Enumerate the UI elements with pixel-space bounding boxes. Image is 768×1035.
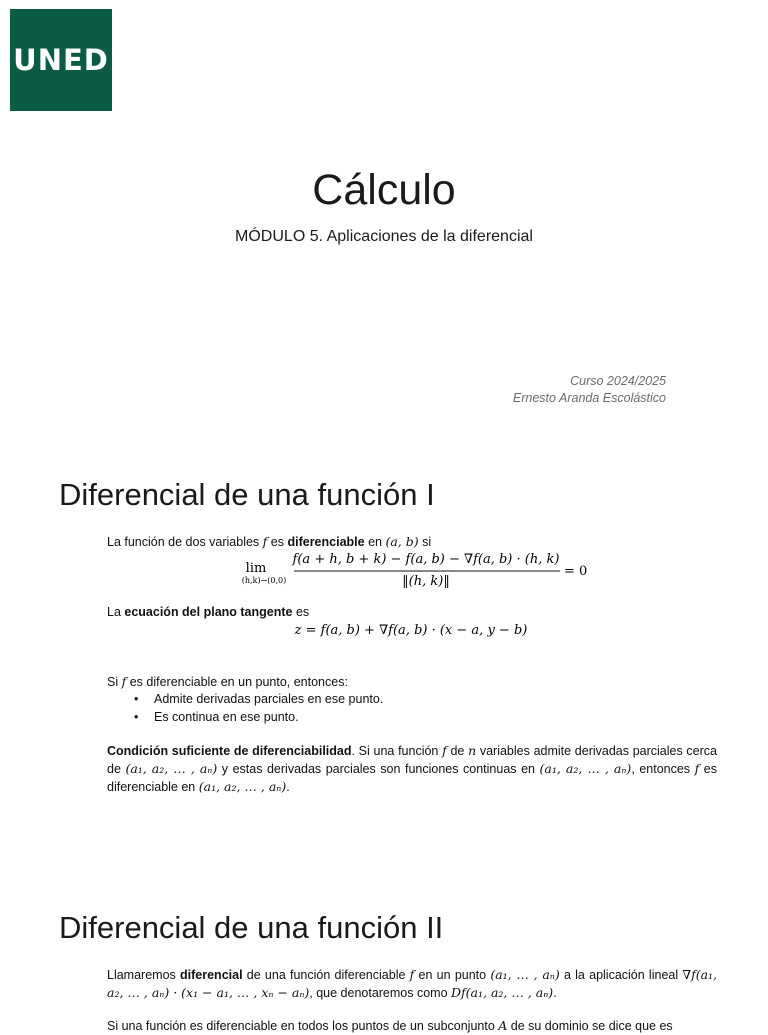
text: . Si una función bbox=[351, 744, 443, 758]
math-f: f bbox=[442, 743, 447, 758]
bullet-text: Es continua en ese punto. bbox=[154, 710, 299, 724]
consequence-intro bbox=[107, 673, 717, 691]
bullet-icon: • bbox=[134, 710, 139, 724]
bullet-icon: • bbox=[134, 692, 139, 706]
text: variables admite derivadas parciales cerca de bbox=[107, 744, 717, 776]
math-f: f bbox=[694, 761, 700, 776]
text: de bbox=[446, 744, 469, 758]
bold-term: ecuación del plano tangente bbox=[124, 605, 293, 619]
math-point: (a₁, a₂, … , aₙ) bbox=[198, 779, 287, 794]
text: . bbox=[286, 780, 290, 794]
text: si bbox=[418, 535, 432, 549]
equals-zero: = 0 bbox=[564, 564, 588, 579]
text: en un punto bbox=[414, 968, 491, 982]
page-title: Cálculo bbox=[312, 166, 456, 214]
module-subtitle: MÓDULO 5. Aplicaciones de la diferencial bbox=[235, 228, 533, 245]
cut-off-paragraph bbox=[107, 1017, 717, 1035]
math-expression: ∇f(a₁, a₂, … , aₙ) · (x₁ − a₁, … , xₙ − aₙ) bbox=[107, 967, 718, 1000]
math-point: (a₁, a₂, … , aₙ) bbox=[539, 761, 632, 776]
bullet-text: Admite derivadas parciales en ese punto. bbox=[154, 692, 384, 706]
math-f: f bbox=[409, 967, 415, 982]
uned-logo-text: UNED bbox=[13, 43, 109, 77]
math-f: f bbox=[262, 534, 268, 549]
math-differential: Df(a₁, a₂, … , aₙ) bbox=[451, 985, 554, 1000]
lim-subscript: (h,k)→(0,0) bbox=[241, 576, 287, 585]
text: Si una función es diferenciable en todos los puntos de un subconjunto bbox=[107, 1019, 499, 1033]
course-year: Curso 2024/2025 bbox=[570, 374, 666, 388]
text: es diferenciable en bbox=[107, 762, 717, 794]
uned-logo bbox=[10, 9, 112, 111]
math-point: (a₁, a₂, … , aₙ) bbox=[125, 761, 218, 776]
differential-definition bbox=[107, 966, 717, 1002]
text: de una función diferenciable bbox=[242, 968, 410, 982]
math-f: f bbox=[121, 674, 127, 689]
fraction-denominator: ‖(h, k)‖ bbox=[402, 574, 450, 589]
plane-eq-text: z = f(a, b) + ∇f(a, b) · (x − a, y − b) bbox=[294, 623, 528, 638]
author-name: Ernesto Aranda Escolástico bbox=[512, 391, 666, 405]
math-point: (a₁, … , aₙ) bbox=[490, 967, 560, 982]
limit-formula bbox=[230, 548, 600, 592]
text: es diferenciable en un punto, entonces: bbox=[126, 675, 348, 689]
math-A: A bbox=[498, 1018, 508, 1033]
text: . bbox=[553, 986, 557, 1000]
text: La función de dos variables bbox=[107, 535, 263, 549]
sufficient-condition bbox=[107, 742, 717, 796]
fraction-numerator: f(a + h, b + k) − f(a, b) − ∇f(a, b) · (h, k) bbox=[292, 552, 560, 567]
bold-term: diferencial bbox=[180, 968, 243, 982]
text: a la aplicación lineal bbox=[559, 968, 683, 982]
text: de su dominio se dice que es bbox=[507, 1019, 673, 1033]
list-item bbox=[134, 708, 383, 726]
bold-term: Condición suficiente de diferenciabilidad bbox=[107, 744, 352, 758]
text: , entonces bbox=[631, 762, 695, 776]
text: es bbox=[292, 605, 310, 619]
math-n: n bbox=[468, 743, 477, 758]
text: Si bbox=[107, 675, 122, 689]
consequence-list bbox=[134, 690, 383, 726]
bold-term: diferenciable bbox=[287, 535, 365, 549]
text: La bbox=[107, 605, 125, 619]
text: en bbox=[364, 535, 386, 549]
text: Llamaremos bbox=[107, 968, 181, 982]
slide-heading-2: Diferencial de una función II bbox=[59, 910, 444, 945]
text: , que denotaremos como bbox=[309, 986, 452, 1000]
slide-heading-1: Diferencial de una función I bbox=[59, 477, 435, 512]
tangent-plane-equation bbox=[290, 619, 540, 639]
text: y estas derivadas parciales son funciones continuas en bbox=[217, 762, 540, 776]
list-item bbox=[134, 690, 383, 708]
math-point: (a, b) bbox=[385, 534, 419, 549]
lim-word: lim bbox=[245, 561, 267, 576]
text: es bbox=[267, 535, 288, 549]
